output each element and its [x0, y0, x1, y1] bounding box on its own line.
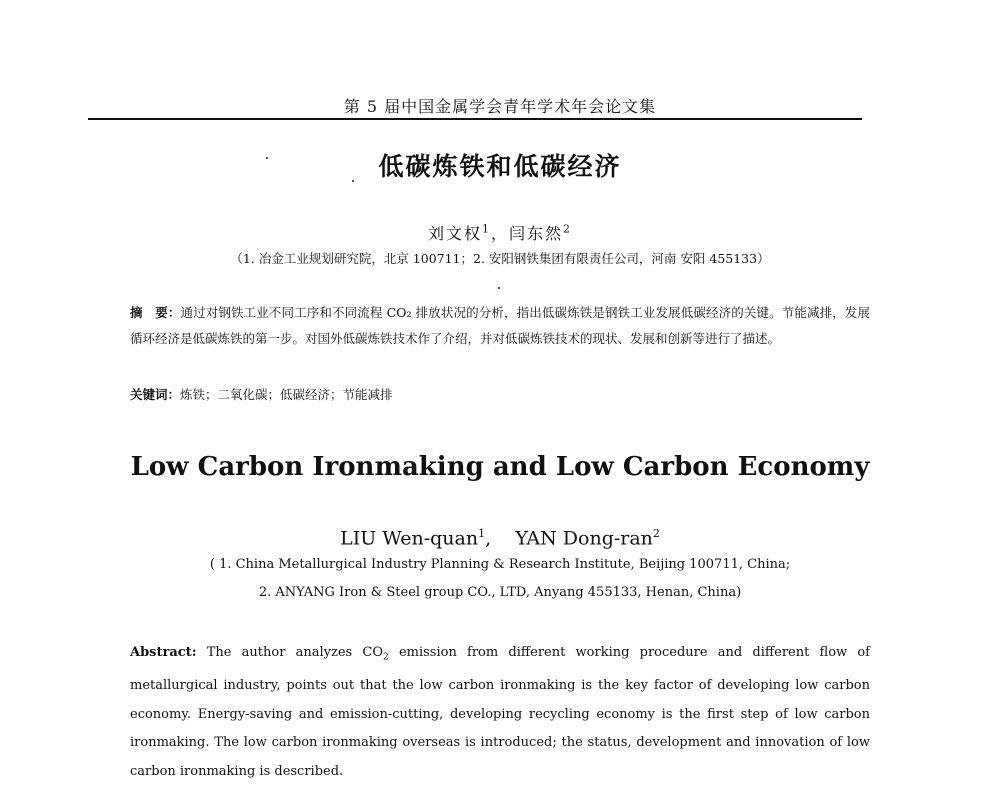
en-author-2-affil-mark: 2: [652, 527, 660, 540]
cn-authors: [0, 221, 1000, 244]
header-rule: [88, 118, 862, 120]
cn-author-2-affil-mark: 2: [563, 222, 573, 236]
cn-title: 低碳炼铁和低碳经济: [378, 152, 622, 181]
cn-abstract: [130, 300, 870, 352]
en-affiliation-line-1: ( 1. China Metallurgical Industry Planning & Research Institute, Beijing 100711, China;: [209, 557, 791, 572]
en-authors: [0, 527, 1000, 549]
scan-speck: [498, 287, 500, 289]
en-abstract-pre: The author analyzes CO: [206, 645, 384, 660]
en-title: Low Carbon Ironmaking and Low Carbon Economy: [130, 452, 870, 482]
en-abstract-text: emission from different working procedure and different flow of metallurgical industry, points out that the low carbon ironmaking is the key factor of developing low carbon economy. Energy-saving and emission-cutting, developing recycling economy is the first step of low carbon ironmaking. The low carbon ironmaking overseas is introduced; the status, development and innovation of low carbon ironmaking is described.: [130, 645, 870, 779]
cn-author-2: 闫东然: [509, 224, 564, 243]
en-author-1-affil-mark: 1: [478, 527, 486, 540]
en-abstract-label: Abstract:: [130, 645, 197, 660]
en-affiliation-line-2: 2. ANYANG Iron & Steel group CO., LTD, Anyang 455133, Henan, China): [258, 585, 742, 600]
en-author-2: YAN Dong-ran: [515, 527, 653, 550]
cn-author-1-affil-mark: 1: [481, 222, 491, 236]
cn-keywords-text: 炼铁；二氧化碳；低碳经济；节能减排: [180, 387, 393, 402]
cn-keywords-label: 关键词：: [130, 387, 181, 402]
en-author-1: LIU Wen-quan: [340, 527, 479, 550]
en-abstract: [130, 639, 870, 786]
cn-author-1: 刘文权: [427, 224, 482, 243]
cn-abstract-text: 通过对钢铁工业不同工序和不同流程 CO₂ 排放状况的分析，指出低碳炼铁是钢铁工业发展低碳经济的关键。节能减排，发展循环经济是低碳炼铁的第一步。对国外低碳炼铁技术作了介绍，并对低碳炼铁技术的现状、发展和创新等进行了描述。: [130, 305, 870, 346]
running-header: 第 5 届中国金属学会青年学术年会论文集: [343, 97, 657, 116]
cn-affiliation: （1. 冶金工业规划研究院，北京 100711；2. 安阳钢铁集团有限责任公司，河南 安阳 455133）: [230, 251, 770, 266]
en-abstract-co2-subscript: 2: [383, 652, 389, 663]
en-author-separator: ,: [485, 527, 492, 550]
cn-abstract-label: 摘 要：: [130, 305, 181, 320]
cn-keywords: [130, 385, 870, 403]
cn-author-separator: ，: [490, 224, 509, 243]
